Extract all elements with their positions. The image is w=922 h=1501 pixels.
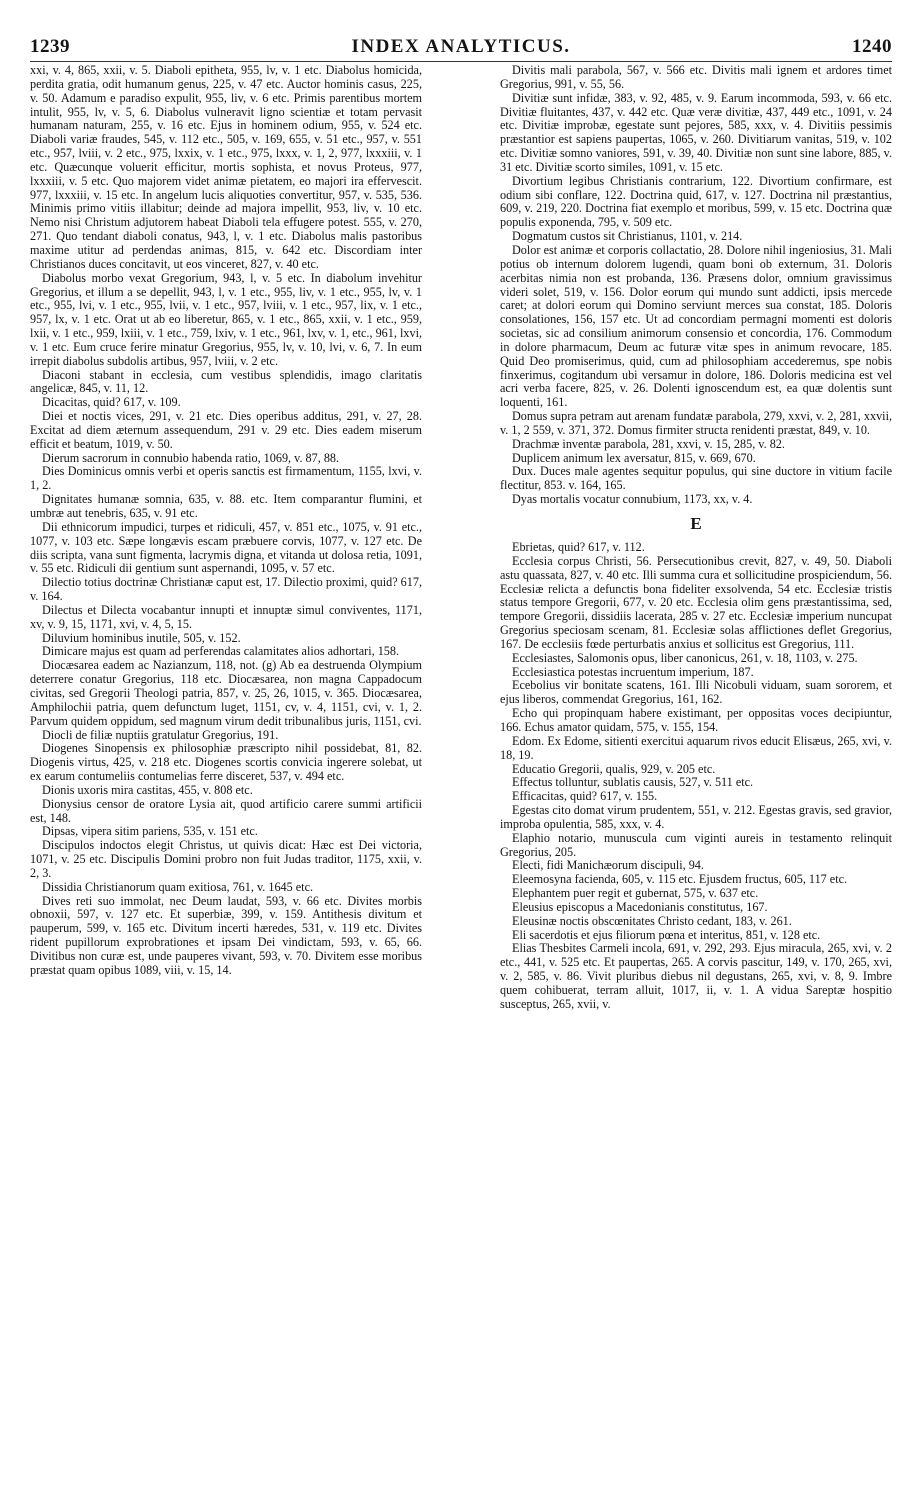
index-entry: Effectus tolluntur, sublatis causis, 527, v. 511 etc. — [512, 775, 754, 790]
index-entry: Dissidia Christianorum quam exitiosa, 761, v. 1645 etc. — [42, 879, 314, 894]
index-entry: Echo qui propinquam habere existimant, per oppositas voces decipiuntur, 166. Echus amator quidam, 575, v. 155, 154. — [500, 706, 892, 734]
index-entry: Divortium legibus Christianis contrarium, 122. Divortium confirmare, est odium sibi conflare, 122. Doctrina quid, 617, v. 127. Doctrina nil præstantius, 609, v. 219, 220. Doctrina fiat exemplo et moribus, 599, v. 15 etc. Doctrina quæ populis exponenda, 795, v. 509 etc. — [500, 173, 892, 230]
index-entry: Dilectio totius doctrinæ Christianæ caput est, 17. Dilectio proximi, quid? 617, v. 164. — [30, 575, 422, 604]
index-entry: Drachmæ inventæ parabola, 281, xxvi, v. 15, 285, v. 82. — [512, 436, 785, 451]
index-entry: Diocli de filiæ nuptiis gratulatur Gregorius, 191. — [42, 727, 279, 742]
index-entry: xxi, v. 4, 865, xxii, v. 5. Diaboli epitheta, 955, lv, v. 1 etc. Diabolus homicida, perdita gratia, odit humanum genus, 225, v. 47 etc. Auctor hominis casus, 225, v. 50. Adamum e paradiso expulit, 955, liv, v. 6 etc. Primis parentibus mortem intulit, 955, lv, v. 5, 6. Diabolus vulneravit ligno scientiæ et totam pervasit humanam naturam, 255, v. 16 etc. Ejus in hominem odium, 955, v. 524 etc. Diaboli variæ fraudes, 545, v. 112 etc., 505, v. 169, 655, v. 51 etc., 957, v. 551 etc., 957, lviii, v. 2 etc., 975, lxxix, v. 1 etc., 975, lxxx, v. 1, 2, 977, lxxxiii, v. 1 etc. Quæcunque voluerit efficitur, mortis sophista, et novus Proteus, 977, lxxxiii, v. 5 etc. Quo majorem videt animæ pietatem, eo majori ira effervescit. 977, lxxxiii, v. 15 etc. In angelum lucis aliquoties convertitur, 957, v. 535, 536. Minimis primo vitiis illabitur; deinde ad majora impellit, 953, liv, v. 10 etc. Nemo nisi Christum adjutorem habeat Diaboli tela effugere potest. 555, v. 270, 271. Quo tendant diaboli conatus, 943, l, v. 1 etc. Diabolus malis pastoribus maxime utitur ad perdendas animas, 815, v. 642 etc. Discordiam inter Christianos duces concitavit, ut eos vinceret, 827, v. 40 etc. — [30, 64, 422, 271]
index-entry: Dux. Duces male agentes sequitur populus, qui sine ductore in vitium facile flectitur, 853. v. 164, 165. — [500, 464, 892, 493]
left-column — [30, 64, 422, 1494]
index-entry: Divitiæ sunt infidæ, 383, v. 92, 485, v. 9. Earum incommoda, 593, v. 66 etc. Divitiæ fluitantes, 437, v. 442 etc. Quæ veræ divitiæ, 437, 449 etc., 1091, v. 24 etc. Divitiæ improbæ, egestate sunt pejores, 585, xxx, v. 4. Divitiis pessimis præstantior est sapiens paupertas, 1065, v. 260. Divitiarum vanitas, 519, v. 102 etc. Divitiæ somno vaniores, 591, v. 39, 40. Divitiæ non sunt sine labore, 885, v. 31 etc. Divitiæ scorto similes, 1091, v. 15 etc. — [500, 90, 892, 174]
index-entry: Diluvium hominibus inutile, 505, v. 152. — [42, 630, 241, 645]
index-entry: Eleusius episcopus a Macedonianis constitutus, 167. — [512, 899, 768, 914]
running-title: INDEX ANALYTICUS. — [351, 36, 571, 57]
index-entry: Eleusinæ noctis obscœnitates Christo cedant, 183, v. 261. — [512, 913, 792, 928]
page-header — [30, 36, 892, 60]
index-entry: Diei et noctis vices, 291, v. 21 etc. Dies operibus additus, 291, v. 27, 28. Excitat ad diem æternum assequendum, 291 v. 29 etc. Dies eadem miserum efficit et beatum, 1019, v. 50. — [30, 409, 422, 451]
page-number-right: 1240 — [852, 36, 892, 57]
index-entry: Dicacitas, quid? 617, v. 109. — [42, 395, 181, 410]
section-letter: E — [690, 514, 702, 533]
right-column — [500, 64, 892, 1494]
index-entry: Dii ethnicorum impudici, turpes et ridiculi, 457, v. 851 etc., 1075, v. 91 etc., 1077, v. 103 etc. Sæpe longævis escam præbuere corvis, 1077, v. 127 etc. De diis scripta, vana sunt figmenta, lacrymis digna, et vitanda ut dolosa retia, 1091, v. 55 etc. Ridiculi dii gentium sunt aspernandi, 1095, v. 57 etc. — [30, 519, 422, 576]
index-entry: Elias Thesbites Carmeli incola, 691, v. 292, 293. Ejus miracula, 265, xvi, v. 2 etc., 441, v. 525 etc. Et paupertas, 265. A corvis pascitur, 149, v. 170, 265, xvi, v. 2, 585, v. 86. Vivit pluribus diebus nil degustans, 265, xvi, v. 8, 9. Imbre quem cohibuerat, terram alluit, 1017, ii, v. 1. A vidua Sareptæ hospitio susceptus, 265, xvii, v. — [500, 941, 892, 1011]
index-entry: Edom. Ex Edome, sitienti exercitui aquarum rivos educit Elisæus, 265, xvi, v. 18, 19. — [500, 733, 892, 762]
index-entry: Dives reti suo immolat, nec Deum laudat, 593, v. 66 etc. Divites morbis obnoxii, 597, v. 127 etc. Et superbiæ, 399, v. 159. Antithesis divitum et pauperum, 599, v. 165 etc. Divitum incerti hæredes, 531, v. 119 etc. Divites rident pupillorum exprobrationes et ipsam Dei vindictam, 593, v. 65, 66. Divitibus non curæ est, unde pauperes vivant, 593, v. 70. Divitem esse moribus præstat quam opibus 1089, viii, v. 15, 14. — [30, 893, 422, 977]
index-entry: Ebrietas, quid? 617, v. 112. — [512, 540, 645, 554]
index-entry: Efficacitas, quid? 617, v. 155. — [512, 789, 658, 804]
index-entry: Dignitates humanæ somnia, 635, v. 88. etc. Item comparantur flumini, et umbræ aut tenebris, 635, v. 91 etc. — [30, 492, 422, 520]
index-entry: Domus supra petram aut arenam fundatæ parabola, 279, xxvi, v. 2, 281, xxvii, v. 1, 2 559, v. 371, 372. Domus firmiter structa renidenti præstat, 849, v. 10. — [500, 409, 892, 437]
page-number-left: 1239 — [30, 36, 70, 57]
index-entry: Electi, fidi Manichæorum discipuli, 94. — [512, 858, 704, 873]
index-entry: Dimicare majus est quam ad perferendas calamitates alios adhortari, 158. — [42, 644, 400, 659]
index-entry: Divitis mali parabola, 567, v. 566 etc. Divitis mali ignem et ardores timet Gregorius, 991, v. 55, 56. — [500, 64, 892, 91]
index-entry: Ecclesiastica potestas incruentum imperium, 187. — [512, 664, 754, 679]
index-entry: Diogenes Sinopensis ex philosophiæ præscripto nihil possidebat, 81, 82. Diogenis virtus, 425, v. 218 etc. Diogenes scortis convicia ingerere solebat, ut ex earum contumeliis contumelias ferre disceret, 537, v. 494 etc. — [30, 741, 422, 784]
index-entry: Discipulos indoctos elegit Christus, ut quivis dicat: Hæc est Dei victoria, 1071, v. 25 etc. Discipulis Domini probro non fuit Judas traditor, 1175, xxii, v. 2, 3. — [30, 838, 422, 880]
index-entry: Egestas cito domat virum prudentem, 551, v. 212. Egestas gravis, sed gravior, improba opulentia, 585, xxx, v. 4. — [500, 803, 892, 831]
index-entry: Diaconi stabant in ecclesia, cum vestibus splendidis, imago claritatis angelicæ, 845, v. 11, 12. — [30, 367, 422, 396]
index-entry: Dilectus et Dilecta vocabantur innupti et innuptæ simul conviventes, 1171, xv, v. 9, 15, 1171, xvi, v. 4, 5, 15. — [30, 602, 422, 631]
index-entry: Dolor est animæ et corporis collactatio, 28. Dolore nihil ingeniosius, 31. Mali potius ob internum dolorem lugendi, quam boni ob externum, 31. Doloris acerbitas nimia non est probanda, 136. Præsens dolor, omnium gravissimus videri solet, 519, v. 156. Dolor eorum qui mundo sunt addicti, ipsis mercede caret; at dolori eorum qui Domino serviunt merces sua constat, 185. Doloris consolationes, 156, 157 etc. Ut ad concordiam permagni momenti est doloris societas, sic ad consilium animorum consensio et concordia, 176. Commodum in dolore pharmacum, Deum ac futuræ vitæ spes in animum revocare, 185. Quid Deo promiserimus, quid, cum ad philosophiam accederemus, spe nobis finxerimus, cogitandum ubi versamur in dolore, 186. Doloris medicina est vel acri verba facere, 825, v. 26. Dolenti ignoscendum est, ea quæ dolentis sunt loquenti, 161. — [500, 242, 892, 410]
index-entry: Diocæsarea eadem ac Nazianzum, 118, not. (g) Ab ea destruenda Olympium deterrere conatur Gregorius, 118 etc. Diocæsarea, non magna Cappadocum civitas, sed Gregorii Theologi patria, 857, v. 25, 26, 1015, v. 365. Diocæsarea, Amphilochii patria, quem defunctum luget, 1151, cv, v. 4, 1151, cvi, v. 1, 2. Parvum quidem oppidum, sed magnum virum dedit tribunalibus juris, 1151, cvi. — [30, 658, 422, 728]
index-entry: Dionysius censor de oratore Lysia ait, quod artificio carere summi artificii est, 148. — [30, 796, 422, 825]
index-entry: Dies Dominicus omnis verbi et operis sanctis est firmamentum, 1155, lxvi, v. 1, 2. — [30, 464, 422, 493]
index-entry: Ecclesiastes, Salomonis opus, liber canonicus, 261, v. 18, 1103, v. 275. — [512, 650, 858, 665]
index-entry: Educatio Gregorii, qualis, 929, v. 205 etc. — [512, 761, 716, 776]
index-entry: Dionis uxoris mira castitas, 455, v. 808 etc. — [42, 782, 253, 797]
index-entry: Eleemosyna facienda, 605, v. 115 etc. Ejusdem fructus, 605, 117 etc. — [512, 872, 848, 887]
index-entry: Ecebolius vir bonitate scatens, 161. Illi Nicobuli viduam, suam sororem, et ejus liberos, commendat Gregorius, 161, 162. — [500, 678, 892, 707]
index-entry: Elephantem puer regit et gubernat, 575, v. 637 etc. — [512, 886, 759, 901]
index-entry: Eli sacerdotis et ejus filiorum pœna et interitus, 851, v. 128 etc. — [512, 927, 821, 942]
header-rule — [30, 61, 892, 62]
index-entry: Dierum sacrorum in connubio habenda ratio, 1069, v. 87, 88. — [42, 450, 340, 465]
index-entry: Elaphio notario, munuscula cum viginti aureis in testamento relinquit Gregorius, 205. — [500, 830, 892, 859]
index-entry: Dipsas, vipera sitim pariens, 535, v. 151 etc. — [42, 824, 258, 839]
index-entry: Dyas mortalis vocatur connubium, 1173, xx, v. 4. — [512, 492, 753, 507]
index-entry: Dogmatum custos sit Christianus, 1101, v. 214. — [512, 229, 743, 244]
index-entry: Ecclesia corpus Christi, 56. Persecutionibus crevit, 827, v. 49, 50. Diaboli astu quassata, 827, v. 40 etc. Illi summa cura et sollicitudine prospiciendum, 56. Ecclesiæ relicta a defunctis bona fideliter exsolvenda, 54 etc. Ecclesiæ tristis status tempore Gregorii, 677, v. 20 etc. Ecclesia olim gens præstantissima, sed, tempore Gregorii, dissidiis lacerata, 285 v. 27 etc. Ecclesiæ imperium nuncupat Gregorius speciosam scenam, 81. Ecclesiæ solas afflictiones deflet Gregorius, 167. De ecclesiis fœde perturbatis anxius et sollicitus est Gregorius, 111. — [500, 553, 892, 651]
index-entry: Duplicem animum lex aversatur, 815, v. 669, 670. — [512, 450, 756, 465]
index-entry: Diabolus morbo vexat Gregorium, 943, l, v. 5 etc. In diabolum invehitur Gregorius, et illum a se depellit, 943, l, v. 1 etc., 955, liv, v. 1 etc., 955, lv, v. 1 etc., 955, lvi, v. 1 etc., 955, lvii, v. 1 etc., 957, lviii, v. 1 etc., 957, lix, v. 1 etc., 957, lx, v. 1 etc. Orat ut ab eo liberetur, 865, v. 1 etc., 865, xxii, v. 1 etc., 959, lxii, v. 1 etc., 959, lxiii, v. 1 etc., 759, lxiv, v. 1 etc., 961, lxv, v. 1, etc., 961, lxvi, v. 1 etc. Eum cruce ferire minatur Gregorius, 955, lv, v. 10, lvi, v. 6, 7. In eum irrepit diabolus subdolis artibus, 957, lviii, v. 2 etc. — [30, 270, 422, 368]
